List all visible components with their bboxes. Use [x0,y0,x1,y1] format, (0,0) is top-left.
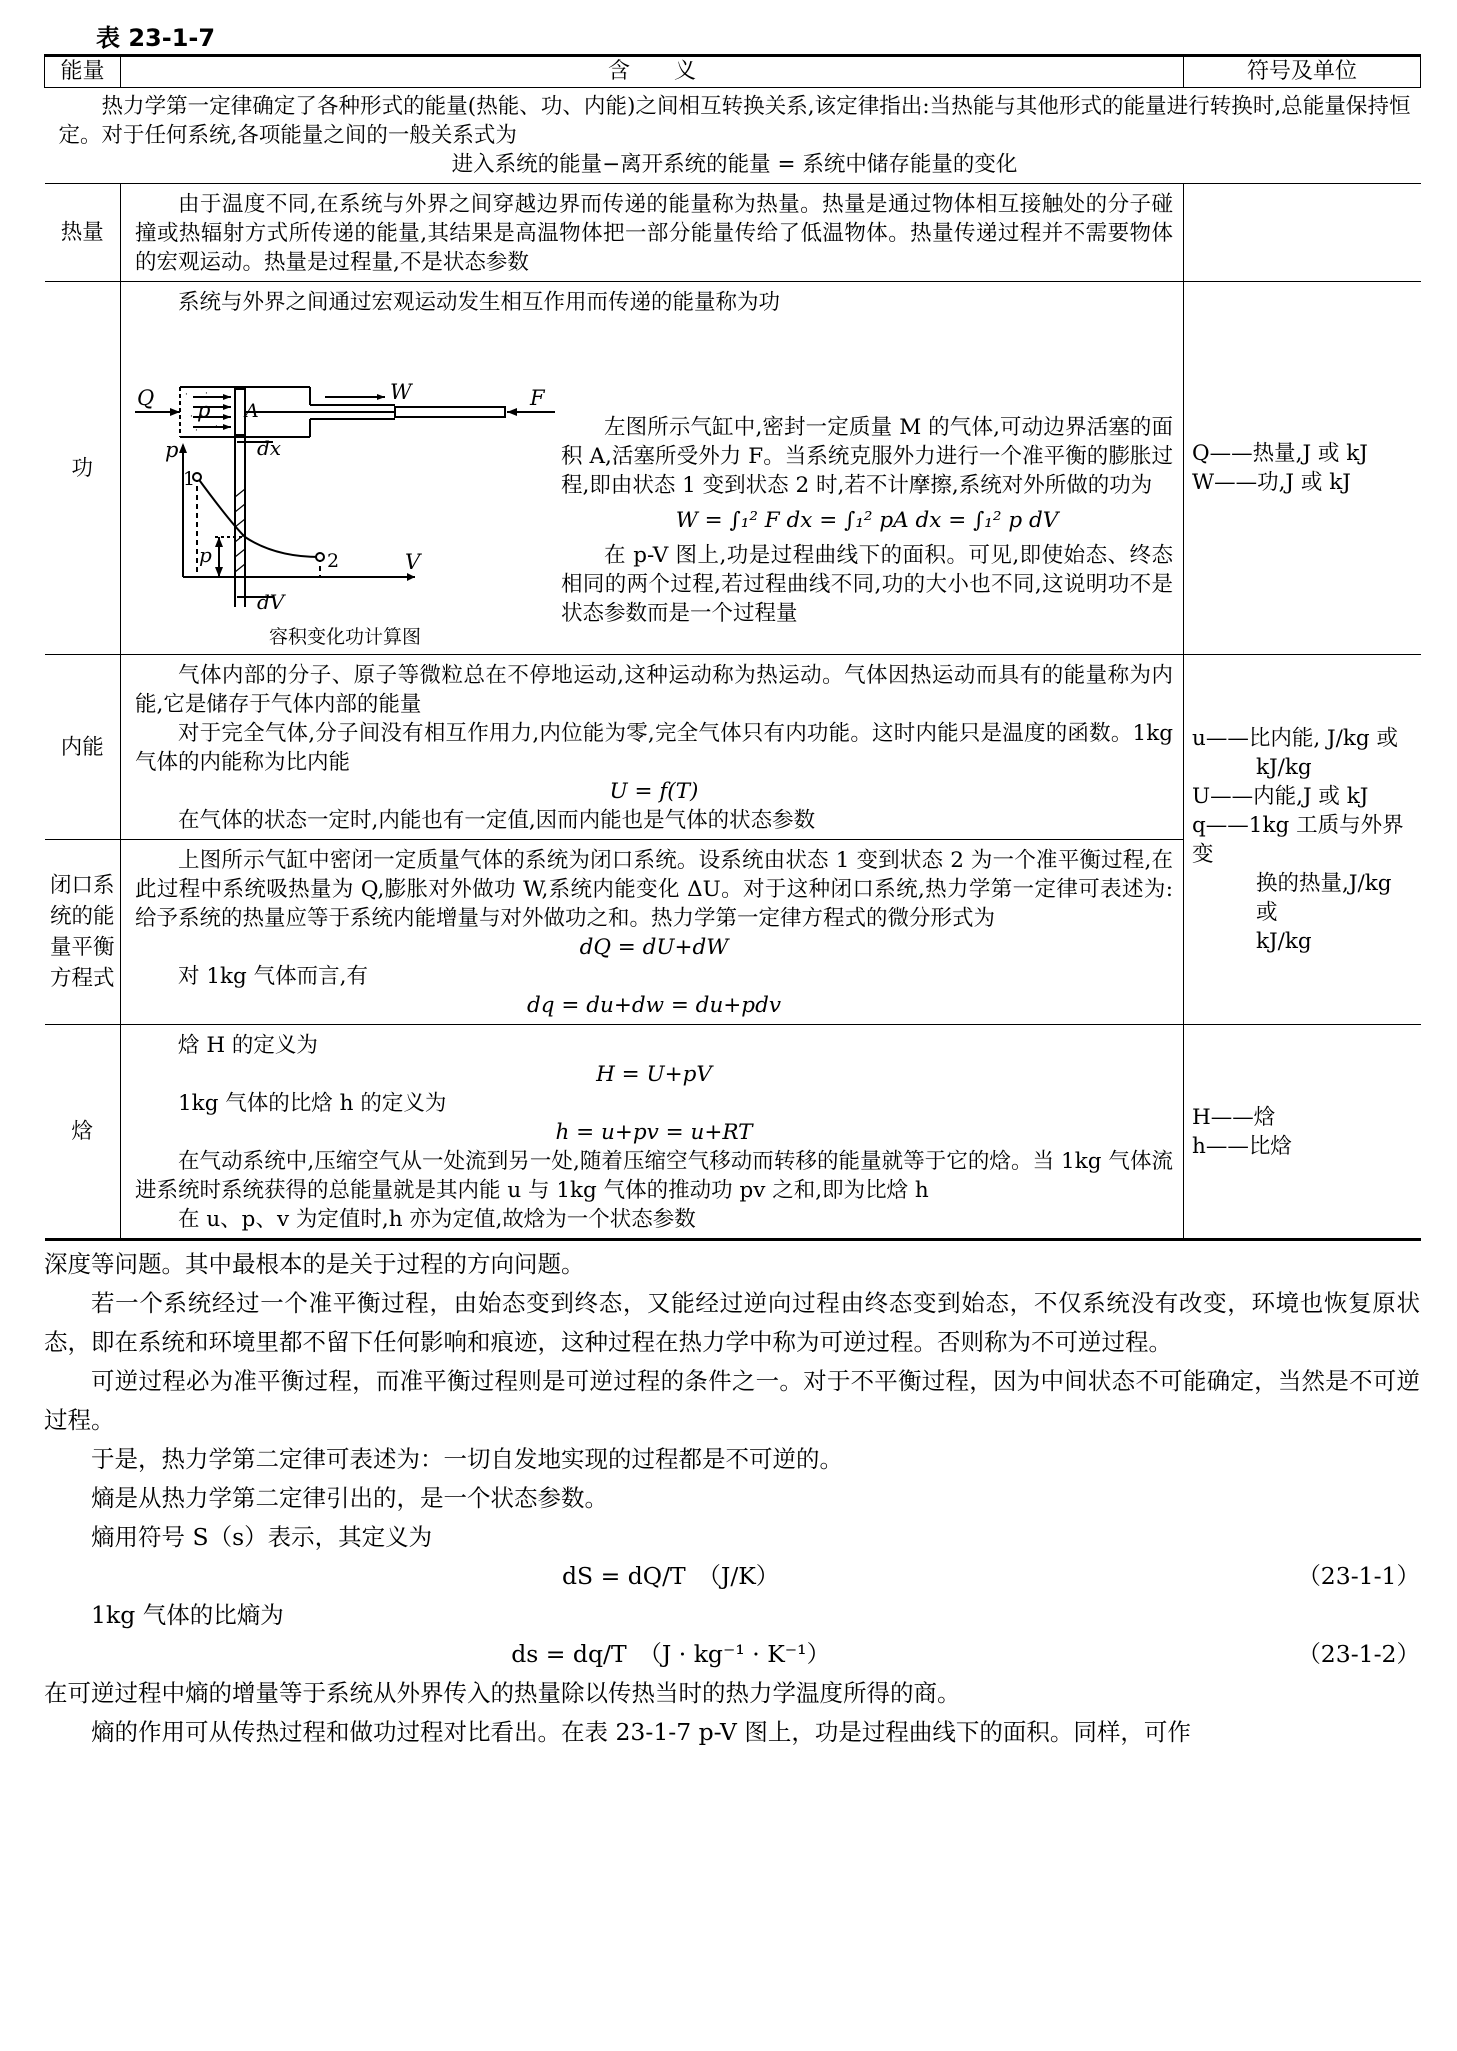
row-name-internal: 内能 [45,655,121,840]
row-enthalpy [45,1025,1421,1240]
equation-23-1-2 [44,1635,1420,1674]
symbol-q-specific-unit: kJ/kg [1256,928,1312,954]
header-energy: 能量 [45,56,121,88]
label-f: F [530,386,545,410]
body-p2: 可逆过程必为准平衡过程，而准平衡过程则是可逆过程的条件之一。对于不平衡过程，因为中间状态不可能确定，当然是不可逆过程。 [44,1367,1420,1434]
symbol-u-specific: u——比内能, J/kg 或 [1192,725,1399,751]
body-p0: 深度等问题。其中最根本的是关于过程的方向问题。 [44,1250,585,1278]
body-p7: 在可逆过程中熵的增量等于系统从外界传入的热量除以传热当时的热力学温度所得的商。 [44,1679,961,1707]
header-meaning: 含 义 [121,56,1184,88]
header-symbol: 符号及单位 [1184,56,1421,88]
equation-1-number: （23-1-1） [1297,1562,1420,1590]
enthalpy-p4: 在 u、p、v 为定值时,h 亦为定值,故焓为一个状态参数 [178,1207,696,1232]
symbol-q: Q——热量,J 或 kJ [1192,441,1368,466]
equation-23-1-1 [44,1557,1420,1596]
label-p: p [197,398,211,422]
row-internal [45,655,1421,840]
symbol-h-specific: h——比焓 [1192,1133,1292,1159]
closed-eq2: dq = du+dw = du+pdv [527,993,781,1018]
label-dv: dV [257,590,285,614]
body-p6: 1kg 气体的比熵为 [91,1601,284,1629]
page [44,22,1420,1752]
symbol-q-specific: q——1kg 工质与外界变 [1192,812,1404,867]
row-name-work: 功 [45,282,121,655]
heat-text: 由于温度不同,在系统与外界之间穿越边界而传递的能量称为热量。热量是通过物体相互接触处的分子碰撞或热辐射方式所传递的能量,其结果是高温物体把一部分能量传给了低温物体。热量传递过程并不需要物体的宏观运动。热量是过程量,不是状态参数 [135,192,1173,275]
label-w: W [390,380,412,404]
figure-caption: 容积变化功计算图 [268,626,421,648]
equation-2-number: （23-1-2） [1297,1640,1420,1668]
work-formula: W = ∫₁² F dx = ∫₁² pA dx = ∫₁² p dV [675,508,1059,533]
volume-work-figure [135,317,555,652]
row-name-heat: 热量 [45,184,121,282]
body-p4: 熵是从热力学第二定律引出的，是一个状态参数。 [91,1484,608,1512]
work-line1: 系统与外界之间通过宏观运动发生相互作用而传递的能量称为功 [178,290,781,315]
energy-table [44,54,1421,1241]
label-a: A [245,400,259,422]
svg-text:·: · [190,412,193,422]
row-name-enthalpy: 焓 [45,1025,121,1240]
enthalpy-eq1: H = U+pV [596,1062,712,1087]
body-p1: 若一个系统经过一个准平衡过程，由始态变到终态，又能经过逆向过程由终态变到始态，不仅系统没有改变，环境也恢复原状态，即在系统和环境里都不留下任何影响和痕迹，这种过程在热力学中称为可逆过程。否则称为不可逆过程。 [44,1289,1420,1356]
svg-text:·: · [215,422,218,432]
work-text2: 在 p-V 图上,功是过程曲线下的面积。可见,即使始态、终态相同的两个过程,若过程曲线不同,功的大小也不同,这说明功不是状态参数而是一个过程量 [561,543,1173,626]
table-caption: 表 23-1-7 [96,24,216,52]
label-v-axis: V [405,550,421,574]
body-p5: 熵用符号 S（s）表示，其定义为 [91,1523,433,1551]
svg-text:·: · [195,426,198,436]
internal-eq: U = f(T) [609,779,699,804]
svg-text:·: · [205,389,208,399]
row-heat [45,184,1421,282]
intro-row [45,88,1421,184]
symbol-w: W——功,J 或 kJ [1192,470,1351,495]
work-text1: 左图所示气缸中,密封一定质量 M 的气体,可动边界活塞的面积 A,活塞所受外力 F。当系统克服外力进行一个准平衡的膨胀过程,即由状态 1 变到状态 2 时,若不计摩擦,系统对外所做的功为 [561,415,1173,498]
body-p3: 于是，热力学第二定律可表述为：一切自发地实现的过程都是不可逆的。 [91,1445,843,1473]
label-state-2: 2 [327,550,340,572]
enthalpy-p2: 1kg 气体的比焓 h 的定义为 [178,1091,447,1116]
label-dx: dx [257,436,282,460]
equation-2: ds = dq/T （J · kg⁻¹ · K⁻¹） [511,1640,831,1668]
symbol-h: H——焓 [1192,1104,1276,1130]
label-q: Q [137,386,155,410]
internal-p1: 气体内部的分子、原子等微粒总在不停地运动,这种运动称为热运动。气体因热运动而具有的能量称为内能,它是储存于气体内部的能量 [135,663,1173,717]
symbol-u: U——内能,J 或 kJ [1192,783,1369,809]
row-name-closed: 闭口系统的能量平衡方程式 [45,840,121,1025]
label-state-1: 1 [183,468,196,490]
label-p-axis: p [165,438,179,462]
pv-diagram [135,317,555,619]
enthalpy-eq2: h = u+pv = u+RT [555,1120,753,1145]
table-header-row [45,56,1421,88]
enthalpy-p3: 在气动系统中,压缩空气从一处流到另一处,随着压缩空气移动而转移的能量就等于它的焓。当 1kg 气体流进系统时系统获得的总能量就是其内能 u 与 1kg 气体的推动功 pv 之和,即为比焓 h [135,1149,1173,1203]
internal-p2: 对于完全气体,分子间没有相互作用力,内位能为零,完全气体只有内功能。这时内能只是温度的函数。1kg 气体的内能称为比内能 [135,721,1173,775]
intro-equation: 进入系统的能量−离开系统的能量 = 系统中储存能量的变化 [451,152,1018,177]
body-p8: 熵的作用可从传热过程和做功过程对比看出。在表 23-1-7 p-V 图上，功是过程曲线下的面积。同样，可作 [91,1718,1191,1746]
row-work [45,282,1421,655]
equation-1: dS = dQ/T （J/K） [561,1562,780,1590]
internal-p3: 在气体的状态一定时,内能也有一定值,因而内能也是气体的状态参数 [178,808,816,833]
body-text [44,1245,1420,1752]
symbol-q-specific-2: 换的热量,J/kg 或 [1256,870,1392,925]
label-p-height: p [199,543,212,567]
enthalpy-p1: 焓 H 的定义为 [178,1033,318,1058]
closed-p1: 上图所示气缸中密闭一定质量气体的系统为闭口系统。设系统由状态 1 变到状态 2 为一个准平衡过程,在此过程中系统吸热量为 Q,膨胀对外做功 W,系统内能变化 ΔU。对于这种闭口系统,热力学第一定律可表述为:给予系统的热量应等于系统内能增量与对外做功之和。热力学第一定律方程式的微分形式为 [135,848,1173,931]
symbol-u-specific-unit: kJ/kg [1256,754,1312,780]
closed-eq1: dQ = dU+dW [579,935,729,960]
closed-p2: 对 1kg 气体而言,有 [178,964,368,989]
svg-text:·: · [185,390,188,400]
intro-text: 热力学第一定律确定了各种形式的能量(热能、功、内能)之间相互转换关系,该定律指出:当热能与其他形式的能量进行转换时,总能量保持恒定。对于任何系统,各项能量之间的一般关系式为 [58,94,1411,148]
